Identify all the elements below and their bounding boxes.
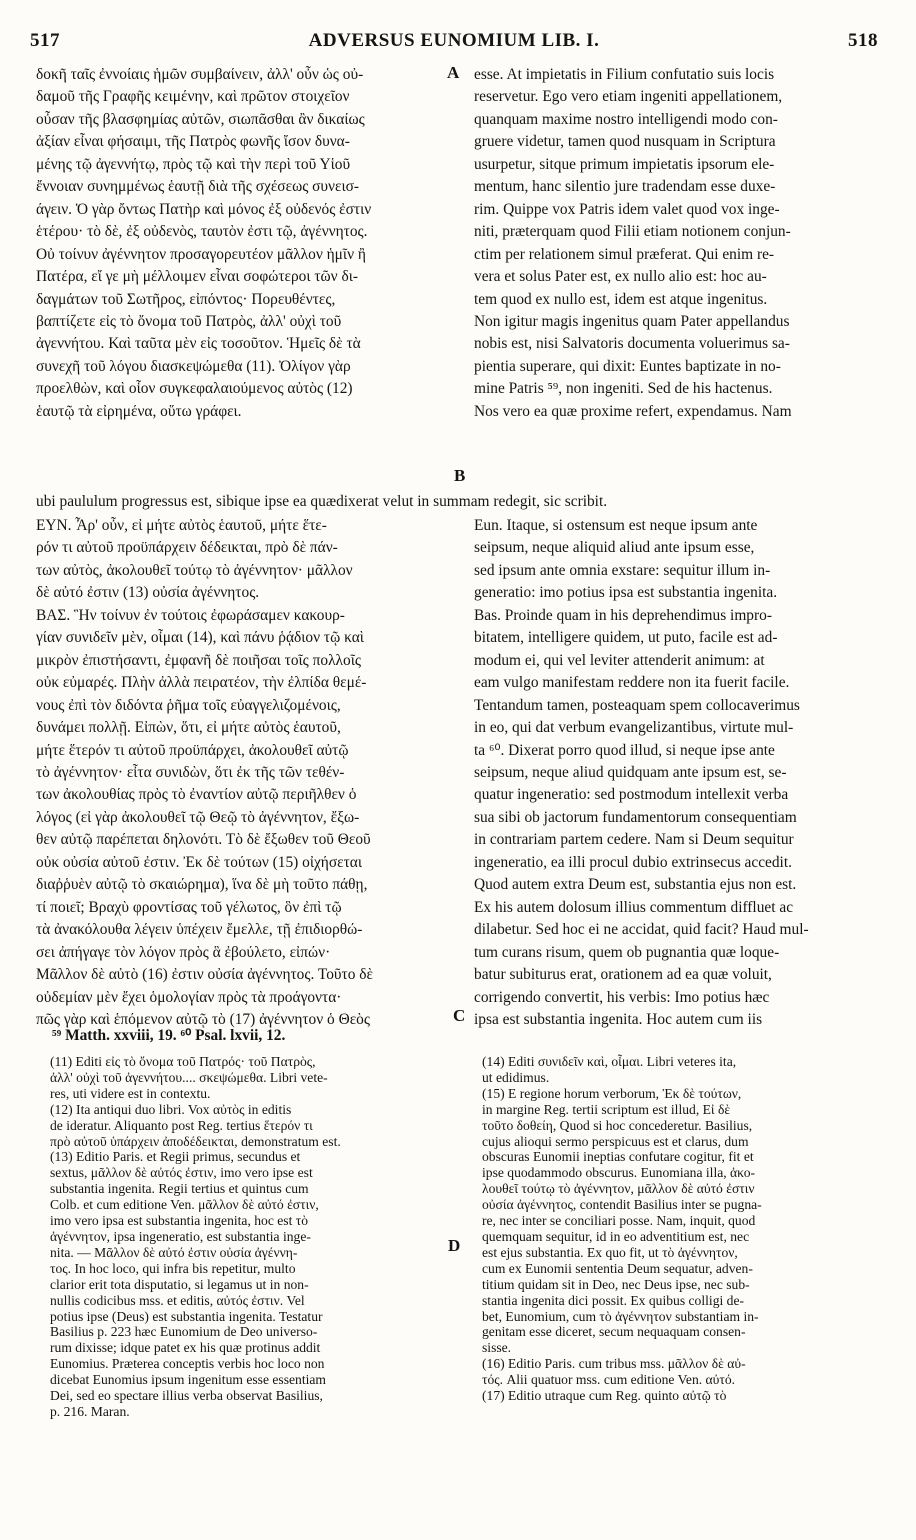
- text-line: (13) Editio Paris. et Regii primus, secundus et: [50, 1149, 301, 1165]
- text-line: re, nec inter se conciliari posse. Nam, inquit, quod: [482, 1213, 756, 1229]
- running-title: ADVERSUS EUNOMIUM LIB. I.: [308, 30, 600, 51]
- text-line: οὖσαν τῆς βλασφημίας αὐτῶν, σιωπᾶσθαι ἂν δικαίως: [36, 110, 365, 128]
- text-line: τί ποιεῖ; Βραχὺ φροντίσας τοῦ γέλωτος, ὃν ἐπὶ τῷ: [36, 898, 342, 916]
- text-line: reservetur. Ego vero etiam ingeniti appellationem,: [474, 88, 783, 106]
- text-line: Nos vero ea quæ proxime refert, expendamus. Nam: [474, 402, 792, 420]
- section-marker-b: B: [454, 466, 466, 485]
- text-line: substantia ingenita. Regii tertius et quintus cum: [50, 1181, 309, 1197]
- text-line: οὐκ οὐσία αὐτοῦ ἐστιν. Ἐκ δὲ τούτων (15) οἰχήσεται: [36, 853, 363, 871]
- text-line: de ideratur. Aliquanto post Reg. tertius ἕτερόν τι: [50, 1117, 313, 1133]
- text-line: δαμοῦ τῆς Γραφῆς κειμένην, καὶ πρῶτον στοιχεῖον: [36, 88, 350, 106]
- text-line: Ex his autem dolosum illius commentum diffluet ac: [474, 898, 794, 916]
- text-line: Colb. et cum editione Ven. μᾶλλον δὲ αὐτό ἐστιν,: [50, 1197, 319, 1213]
- text-line: stantia ingenita dici possit. Ex quibus colligi de-: [482, 1292, 745, 1308]
- page-number-right: 518: [848, 30, 878, 51]
- text-line: ἀγεννήτου. Καὶ ταῦτα μὲν εἰς τοσοῦτον. Ἡμεῖς δὲ τὰ: [36, 335, 361, 353]
- text-line: sextus, μᾶλλον δὲ αὐτός ἐστιν, imo vero ipse est: [50, 1165, 313, 1181]
- text-line: Non igitur magis ingenitus quam Pater appellandus: [474, 312, 790, 330]
- text-line: generatio: imo potius ipsa est substantia ingenita.: [474, 584, 778, 602]
- text-line: μήτε ἕτερόν τι αὐτοῦ προϋπάρχει, ἀκολουθεῖ αὐτῷ: [36, 741, 349, 759]
- text-line: άγειν. Ὁ γὰρ ὄντως Πατὴρ καὶ μόνος ἐξ οὐδενός ἐστιν: [36, 200, 372, 218]
- text-line: προελθὼν, καὶ οἷον συγκεφαλαιούμενος αὐτὸς (12): [36, 380, 353, 398]
- greek-column-bottom: [36, 515, 456, 1031]
- text-line: τός. Alii quatuor mss. cum editione Ven. αὐτό.: [482, 1372, 736, 1388]
- text-line: sua sibi ob jactorum fundamentorum consequentiam: [474, 808, 797, 826]
- text-line: ΒΑΣ. Ἣν τοίνυν ἐν τούτοις ἐφωράσαμεν κακουρ-: [36, 606, 345, 624]
- text-line: nullis codicibus mss. et editis, αὐτός ἐστιν. Vel: [50, 1292, 305, 1308]
- text-line: gruere videtur, tamen quod nusquam in Scriptura: [474, 133, 776, 151]
- text-line: ἔννοιαν συνημμένως ἑαυτῇ διὰ τῆς σχέσεως συνεισ-: [36, 178, 360, 196]
- text-line: sisse.: [482, 1340, 512, 1356]
- text-line: (16) Editio Paris. cum tribus mss. μᾶλλον δὲ αὐ-: [482, 1356, 746, 1372]
- text-line: μένης τῷ ἀγεννήτῳ, πρὸς τῷ καὶ τὴν περὶ τοῦ Υἱοῦ: [36, 155, 351, 173]
- footnotes-right: [482, 1054, 884, 1404]
- text-line: tem quod ex nullo est, idem est atque ingenitus.: [474, 290, 768, 308]
- section-marker-c: C: [453, 1006, 466, 1025]
- text-line: δυνάμει πολλῇ. Εἰπὼν, ὅτι, εἰ μήτε αὐτὸς ἑαυτοῦ,: [36, 719, 341, 737]
- text-line: nobis est, nisi Salvatoris documenta voluerimus sa-: [474, 335, 790, 353]
- text-line: λόγος (εἰ γὰρ ἀκολουθεῖ τῷ Θεῷ τὸ ἀγέννητον, ἔξω-: [36, 808, 360, 826]
- text-line: οὐσία ἀγέννητος, contendit Basilius inter se pugna-: [482, 1197, 762, 1213]
- text-line: των ἀκολουθίας πρὸς τὸ ἐναντίον αὐτῷ περιῆλθεν ὁ: [36, 786, 357, 804]
- text-line: Tentandum tamen, posteaquam spem collocaverimus: [474, 696, 800, 714]
- latin-column-bottom: [474, 515, 884, 1031]
- text-line: σει ἀπήγαγε τὸν λόγον πρὸς ἃ ἐβούλετο, εἰπών·: [36, 943, 331, 961]
- text-line: mine Patris ⁵⁹, non ingeniti. Sed de his hactenus.: [474, 380, 773, 398]
- text-line: eam vulgo manifestam reddere non ita fuerit facile.: [474, 674, 790, 692]
- text-line: (12) Ita antiqui duo libri. Vox αὐτὸς in editis: [50, 1101, 292, 1117]
- text-line: (14) Editi συνιδεῖν καὶ, οἶμαι. Libri veteres ita,: [482, 1054, 737, 1069]
- text-line: πρὸ αὐτοῦ ὑπάρχειν ἀποδέδεικται, demonstratum est.: [50, 1133, 341, 1149]
- text-line: λουθεῖ τούτῳ τὸ ἀγέννητον, μᾶλλον δὲ αὐτό ἐστιν: [482, 1181, 755, 1197]
- text-line: vera et solus Pater est, ex nullo alio est: hoc au-: [474, 268, 767, 286]
- text-line: mentum, hanc silentio jure tradendam esse duxe-: [474, 178, 776, 196]
- text-line: modum ei, qui vel leviter attenderit animum: at: [474, 651, 765, 669]
- text-line: γίαν συνιδεῖν μὲν, οἶμαι (14), καὶ πάνυ ῥᾴδιον τῷ καὶ: [36, 629, 364, 647]
- text-line: τοῦτο δοθείη, Quod si hoc concederetur. Basilius,: [482, 1117, 753, 1133]
- text-line: potius ipse (Deus) est substantia ingenita. Testatur: [50, 1308, 323, 1324]
- text-line: τὸ ἀγέννητον· εἶτα συνιδὼν, ὅτι ἐκ τῆς τῶν τεθέν-: [36, 763, 345, 781]
- text-line: seipsum, neque aliquid aliud ante ipsum esse,: [474, 539, 755, 557]
- text-line: Πατέρα, εἴ γε μὴ μέλλοιμεν εἶναι σοφώτεροι τῶν δι-: [36, 268, 358, 286]
- text-line: quanquam maxime nostro intelligendi modo con-: [474, 110, 778, 128]
- text-line: Eunomius. Præterea conceptis verbis hoc loco non: [50, 1356, 325, 1372]
- latin-column-top: [474, 64, 884, 423]
- text-line: μικρὸν ἐπιστήσαντι, ἐμφανῆ δὲ ποιῆσαι τοῖς πολλοῖς: [36, 651, 361, 669]
- text-line: δαγμάτων τοῦ Σωτῆρος, εἰπόντος· Πορευθέντες,: [36, 290, 336, 308]
- text-line: tum curans risum, quem ob pugnantia quæ loque-: [474, 943, 780, 961]
- text-line: δοκῆ ταῖς ἐννοίαις ἡμῶν συμβαίνειν, ἀλλ' οὖν ὡς οὐ-: [36, 66, 364, 83]
- text-line: ctim per relationem simul præferat. Qui enim re-: [474, 245, 775, 263]
- text-line: Eun. Itaque, si ostensum est neque ipsum ante: [474, 517, 758, 534]
- text-line: in eo, qui dat verbum evangelizantibus, virtute mul-: [474, 719, 794, 737]
- text-line: Basilius p. 223 hæc Eunomium de Deo universo-: [50, 1324, 318, 1340]
- text-line: θεν αὐτῷ παρέπεται δηλονότι. Τὸ δὲ ἔξωθεν τοῦ Θεοῦ: [36, 831, 371, 849]
- scripture-references: ⁵⁹ Matth. xxviii, 19. ⁶⁰ Psal. lxvii, 12.: [52, 1027, 286, 1044]
- text-line: Μᾶλλον δὲ αὐτὸ (16) ἐστιν οὐσία ἀγέννητος. Τοῦτο δὲ: [36, 966, 373, 984]
- text-line: corrigendo convertit, his verbis: Imo potius hæc: [474, 988, 770, 1006]
- text-line: δὲ αὐτό ἐστιν (13) οὐσία ἀγέννητος.: [36, 584, 260, 602]
- text-line: niti, præterquam quod Filii etiam notionem conjun-: [474, 223, 791, 241]
- text-line: ut edidimus.: [482, 1069, 550, 1085]
- text-line: ρόν τι αὐτοῦ προϋπάρχειν δέδεικται, πρὸ δὲ πάν-: [36, 539, 338, 557]
- text-line: ἀγέννητον, ipsa ingeneratio, est substantia inge-: [50, 1228, 311, 1244]
- text-line: batur subiturus erat, orationem ad ea quæ voluit,: [474, 966, 772, 984]
- text-line: (11) Editi εἰς τὸ ὄνομα τοῦ Πατρός· τοῦ Πατρὸς,: [50, 1054, 316, 1069]
- text-line: cujus alioqui sermo perspicuus est et clarus, dum: [482, 1133, 749, 1149]
- text-line: rim. Quippe vox Patris idem valet quod vox inge-: [474, 200, 780, 218]
- text-line: rum dixisse; idque patet ex his quæ protinus addit: [50, 1340, 321, 1356]
- text-line: ipsa est substantia ingenita. Hoc autem cum iis: [474, 1010, 763, 1028]
- text-line: τος. In hoc loco, qui infra bis repetitur, multo: [50, 1260, 296, 1276]
- text-line: (15) E regione horum verborum, Ἐκ δὲ τούτων,: [482, 1085, 742, 1101]
- text-line: ipse quodammodo obscurus. Eunomiana illa, ἀκο-: [482, 1165, 756, 1181]
- text-line: ingeneratio, ea illi procul dubio extrinsecus accedit.: [474, 853, 792, 871]
- text-line: esse. At impietatis in Filium confutatio suis locis: [474, 66, 775, 83]
- full-width-line: ubi paululum progressus est, sibique ipse ea quædixerat velut in summam redegit, sic scribit.: [36, 493, 608, 510]
- text-line: ΕΥΝ. Ἆρ' οὖν, εἰ μήτε αὐτὸς ἑαυτοῦ, μήτε ἕτε-: [36, 517, 327, 534]
- text-line: cum ex Eunomii sententia Deum sequatur, adven-: [482, 1260, 753, 1276]
- text-line: dicebat Eunomius ipsum ingenitum esse essentiam: [50, 1372, 326, 1388]
- greek-column-top: [36, 64, 456, 423]
- text-line: Quod autem extra Deum est, substantia ejus non est.: [474, 876, 797, 894]
- text-line: ἑαυτῷ τὰ εἰρημένα, οὕτω γράφει.: [36, 402, 242, 420]
- text-line: (17) Editio utraque cum Reg. quinto αὐτῷ τὸ: [482, 1388, 727, 1404]
- text-line: est ejus substantia. Ex quo fit, ut τὸ ἀγέννητον,: [482, 1244, 738, 1260]
- text-line: usurpetur, sitque primum impietatis ipsorum ele-: [474, 155, 775, 173]
- text-line: imo vero ipsa est substantia ingenita, hoc est τὸ: [50, 1213, 309, 1229]
- running-header: [30, 30, 878, 60]
- text-line: των αὐτὸς, ἀκολουθεῖ τούτῳ τὸ ἀγέννητον· μᾶλλον: [36, 561, 353, 579]
- text-line: Οὐ τοίνυν ἀγέννητον προσαγορευτέον μᾶλλον ἡμῖν ἢ: [36, 245, 366, 263]
- text-line: nita. — Μᾶλλον δὲ αὐτό ἐστιν οὐσία ἀγέννη-: [50, 1244, 298, 1260]
- text-line: sed ipsum ante omnia exstare: sequitur illum in-: [474, 561, 771, 579]
- section-marker-d: D: [448, 1236, 461, 1255]
- text-line: clarior erit tota disputatio, si legamus ut in non-: [50, 1276, 309, 1292]
- text-line: διαῤῥυὲν αὐτῷ τὸ σκαιώρημα), ἵνα δὲ μὴ τοῦτο πάθῃ,: [36, 876, 368, 894]
- text-line: οὐδεμίαν μὲν ἔχει ὁμολογίαν πρὸς τὰ προάγοντα·: [36, 988, 342, 1006]
- text-line: pientia superare, qui dixit: Euntes baptizate in no-: [474, 357, 781, 375]
- text-line: titium quidam sit in Deo, nec Deus ipse, nec sub-: [482, 1276, 750, 1292]
- text-line: res, uti videre est in contextu.: [50, 1085, 211, 1101]
- text-line: p. 216. Maran.: [50, 1403, 130, 1419]
- footnotes-left: [50, 1054, 445, 1420]
- text-line: bet, Eunomium, cum τὸ ἀγέννητον substantiam in-: [482, 1308, 759, 1324]
- text-line: Dei, sed eo spectare illius verba observat Basilius,: [50, 1388, 323, 1404]
- text-line: ta ⁶⁰. Dixerat porro quod illud, si neque ipse ante: [474, 741, 775, 759]
- text-line: πῶς γὰρ καὶ ἑπόμενον αὐτῷ τὸ (17) ἀγέννητον ὁ Θεὸς: [36, 1010, 370, 1028]
- text-line: seipsum, neque aliud quidquam ante ipsum est, se-: [474, 763, 787, 781]
- text-line: bitatem, intelligere quidem, ut puto, facile est ad-: [474, 629, 778, 647]
- text-line: συνεχῆ τοῦ λόγου διασκεψώμεθα (11). Ὀλίγον γὰρ: [36, 357, 351, 375]
- text-line: obscuras Eunomii ineptias confutare cogitur, fit et: [482, 1149, 754, 1165]
- text-line: τὰ ἀνακόλουθα λέγειν ὑπέχειν ἔμελλε, τῇ ἐπιδιορθώ-: [36, 921, 363, 939]
- text-line: ἀλλ' οὐχὶ τοῦ ἀγεννήτου.... σκεψώμεθα. Libri vete-: [50, 1069, 328, 1085]
- text-line: ἀξίαν εἶναι φήσαιμι, τῆς Πατρὸς φωνῆς ἴσον δυνα-: [36, 133, 350, 151]
- text-line: genitam esse diceret, secum nequaquam consen-: [482, 1324, 746, 1340]
- text-line: Bas. Proinde quam in his deprehendimus impro-: [474, 606, 772, 624]
- text-line: quemquam sequitur, id in eo adventitium est, nec: [482, 1228, 750, 1244]
- text-line: ἑτέρου· τὸ δὲ, ἐξ οὐδενὸς, ταυτὸν ἐστι τῷ, ἀγέννητος.: [36, 223, 368, 241]
- section-marker-a: A: [447, 63, 460, 82]
- page-number-left: 517: [30, 30, 60, 51]
- text-line: dilabetur. Sed hoc ei ne accidat, quid facit? Haud mul-: [474, 921, 809, 939]
- text-line: οὐκ εὐμαρές. Πλὴν ἀλλὰ πειρατέον, τὴν ἐλπίδα θεμέ-: [36, 674, 367, 692]
- text-line: νους ἐπὶ τὸν διδόντα ῥῆμα τοῖς εὐαγγελιζομένοις,: [36, 696, 341, 714]
- text-line: in contrariam partem cedere. Nam si Deum sequitur: [474, 831, 794, 849]
- text-line: quatur ingeneratio: sed postmodum intellexit verba: [474, 786, 789, 804]
- text-line: βαπτίζετε εἰς τὸ ὄνομα τοῦ Πατρὸς, ἀλλ' οὐχὶ τοῦ: [36, 312, 342, 330]
- text-line: in margine Reg. tertii scriptum est illud, Εἰ δὲ: [482, 1101, 731, 1117]
